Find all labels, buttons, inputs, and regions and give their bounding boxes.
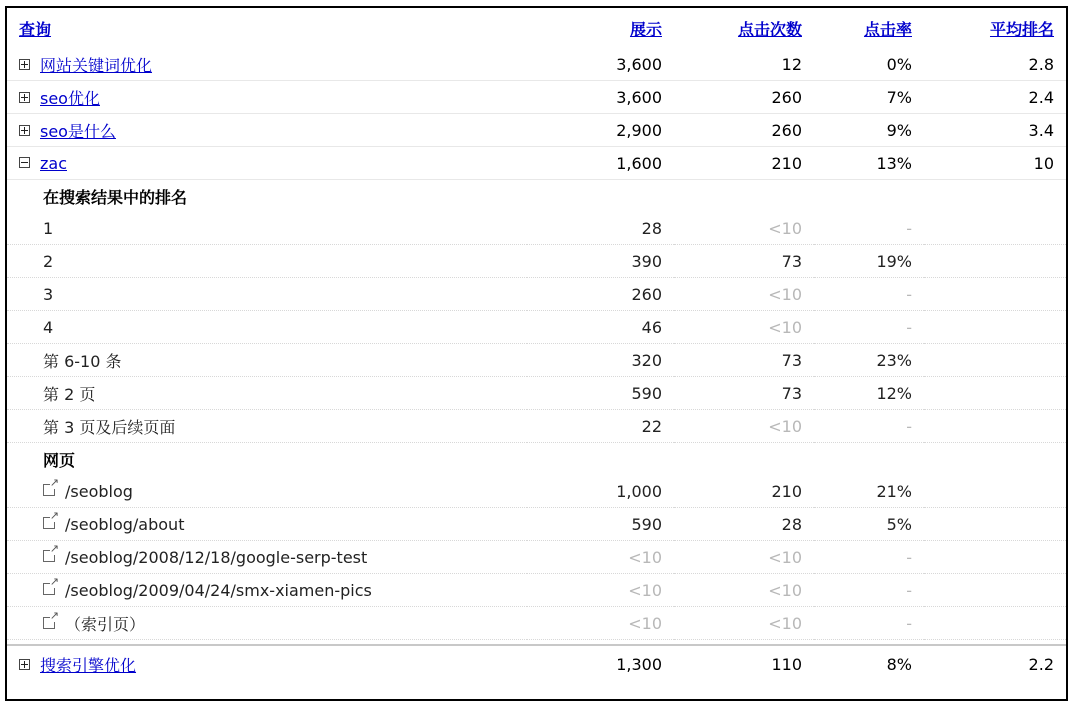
rank-label: 第 6-10 条 <box>7 344 527 377</box>
header-avg-pos <box>924 8 1066 48</box>
table-row <box>7 645 1066 682</box>
table-header <box>7 8 1066 48</box>
impressions-cell: 590 <box>527 508 674 541</box>
page-path: /seoblog/2008/12/18/google-serp-test <box>65 547 368 567</box>
expand-plus-icon[interactable] <box>19 125 30 136</box>
table-row <box>7 81 1066 114</box>
external-link-icon[interactable] <box>43 550 55 562</box>
rank-label: 3 <box>7 278 527 311</box>
ctr-cell: - <box>814 212 924 245</box>
rank-row <box>7 278 1066 311</box>
ctr-cell: - <box>814 311 924 344</box>
table-row <box>7 114 1066 147</box>
external-link-icon[interactable] <box>43 484 55 496</box>
external-link-icon[interactable] <box>43 517 55 529</box>
ctr-cell: 21% <box>814 475 924 508</box>
page-cell <box>7 574 527 607</box>
impressions-cell: 28 <box>527 212 674 245</box>
query-link[interactable]: zac <box>40 153 67 173</box>
ctr-cell: - <box>814 541 924 574</box>
clicks-cell: 260 <box>674 114 814 147</box>
rank-label: 1 <box>7 212 527 245</box>
ctr-cell: 0% <box>814 48 924 81</box>
query-cell <box>7 48 527 81</box>
avg-pos-cell: 3.4 <box>924 114 1066 147</box>
clicks-cell: <10 <box>674 311 814 344</box>
clicks-cell: 73 <box>674 245 814 278</box>
query-link[interactable]: 网站关键词优化 <box>40 55 153 75</box>
query-cell <box>7 114 527 147</box>
query-report-panel <box>5 6 1068 701</box>
impressions-cell: 1,300 <box>616 654 662 674</box>
clicks-cell: 73 <box>674 344 814 377</box>
rank-row <box>7 311 1066 344</box>
page-cell <box>7 607 527 640</box>
empty-cell <box>924 377 1066 410</box>
empty-cell <box>924 245 1066 278</box>
impressions-cell: 2,900 <box>527 114 674 147</box>
page-path: /seoblog <box>65 481 133 501</box>
impressions-cell: 3,600 <box>527 48 674 81</box>
query-link[interactable]: 搜索引擎优化 <box>40 655 137 675</box>
rank-label: 2 <box>7 245 527 278</box>
collapse-minus-icon[interactable] <box>19 157 30 168</box>
page-cell <box>7 475 527 508</box>
ctr-cell: 5% <box>814 508 924 541</box>
page-row <box>7 508 1066 541</box>
empty-cell <box>924 278 1066 311</box>
clicks-cell: 260 <box>674 81 814 114</box>
avg-pos-cell: 2.8 <box>924 48 1066 81</box>
impressions-cell: 590 <box>527 377 674 410</box>
impressions-cell: <10 <box>527 607 674 640</box>
impressions-cell: 260 <box>527 278 674 311</box>
ctr-cell: 9% <box>814 114 924 147</box>
empty-cell <box>924 311 1066 344</box>
header-ctr <box>814 8 924 48</box>
rank-row <box>7 212 1066 245</box>
impressions-cell: 320 <box>527 344 674 377</box>
header-impressions <box>527 8 674 48</box>
rank-row <box>7 245 1066 278</box>
rank-label: 4 <box>7 311 527 344</box>
page-path: /seoblog/about <box>65 514 185 534</box>
empty-cell <box>924 344 1066 377</box>
ctr-cell: 7% <box>814 81 924 114</box>
query-link[interactable]: seo是什么 <box>40 121 116 141</box>
clicks-cell: <10 <box>674 212 814 245</box>
query-cell <box>7 81 527 114</box>
impressions-cell: <10 <box>527 541 674 574</box>
empty-cell <box>924 574 1066 607</box>
query-cell <box>7 147 527 180</box>
impressions-cell: 390 <box>527 245 674 278</box>
sort-query-link[interactable]: 查询 <box>19 19 52 39</box>
empty-cell <box>924 212 1066 245</box>
page-section-title: 网页 <box>43 450 76 470</box>
ctr-cell: 12% <box>814 377 924 410</box>
query-cell <box>7 645 527 682</box>
external-link-icon[interactable] <box>43 583 55 595</box>
clicks-cell: 28 <box>674 508 814 541</box>
ctr-cell: - <box>814 410 924 443</box>
page-row <box>7 541 1066 574</box>
empty-cell <box>924 410 1066 443</box>
impressions-cell: 1,600 <box>527 147 674 180</box>
ctr-cell: 13% <box>814 147 924 180</box>
page-cell <box>7 541 527 574</box>
ctr-cell: 8% <box>886 654 912 674</box>
avg-pos-cell: 10 <box>924 147 1066 180</box>
clicks-cell: <10 <box>674 278 814 311</box>
clicks-cell: 110 <box>771 654 802 674</box>
page-row <box>7 574 1066 607</box>
avg-pos-cell: 2.4 <box>924 81 1066 114</box>
impressions-cell: 22 <box>527 410 674 443</box>
page-row <box>7 475 1066 508</box>
impressions-cell: <10 <box>527 574 674 607</box>
clicks-cell: <10 <box>674 541 814 574</box>
page-path: /seoblog/2009/04/24/smx-xiamen-pics <box>65 580 372 600</box>
page-row <box>7 607 1066 640</box>
external-link-icon[interactable] <box>43 617 55 629</box>
sort-impressions-link[interactable]: 展示 <box>629 19 662 39</box>
page-section-header <box>7 443 1066 476</box>
impressions-cell: 3,600 <box>527 81 674 114</box>
clicks-cell: <10 <box>674 410 814 443</box>
sort-avg-pos-link[interactable]: 平均排名 <box>989 19 1054 39</box>
sort-clicks-link[interactable]: 点击次数 <box>737 19 802 39</box>
clicks-cell: <10 <box>674 574 814 607</box>
ctr-cell: 23% <box>814 344 924 377</box>
rank-label: 第 2 页 <box>7 377 527 410</box>
page-path: （索引页） <box>65 614 146 634</box>
clicks-cell: <10 <box>674 607 814 640</box>
table-row <box>7 48 1066 81</box>
clicks-cell: 73 <box>674 377 814 410</box>
expand-plus-icon[interactable] <box>19 59 30 70</box>
rank-section-header <box>7 180 1066 213</box>
ctr-cell: 19% <box>814 245 924 278</box>
query-link[interactable]: seo优化 <box>40 88 100 108</box>
header-clicks <box>674 8 814 48</box>
rank-row <box>7 377 1066 410</box>
impressions-cell: 46 <box>527 311 674 344</box>
expand-plus-icon[interactable] <box>19 92 30 103</box>
rank-section-title: 在搜索结果中的排名 <box>43 187 188 207</box>
table-row-expanded <box>7 147 1066 180</box>
empty-cell <box>924 541 1066 574</box>
page-cell <box>7 508 527 541</box>
clicks-cell: 210 <box>674 475 814 508</box>
header-query <box>7 8 527 48</box>
ctr-cell: - <box>814 607 924 640</box>
clicks-cell: 12 <box>674 48 814 81</box>
empty-cell <box>924 607 1066 640</box>
sort-ctr-link[interactable]: 点击率 <box>863 19 912 39</box>
empty-cell <box>924 508 1066 541</box>
rank-row <box>7 410 1066 443</box>
empty-cell <box>924 475 1066 508</box>
rank-label: 第 3 页及后续页面 <box>7 410 527 443</box>
impressions-cell: 1,000 <box>527 475 674 508</box>
avg-pos-cell: 2.2 <box>1028 654 1054 674</box>
rank-row <box>7 344 1066 377</box>
clicks-cell: 210 <box>674 147 814 180</box>
query-table <box>7 8 1066 682</box>
expand-plus-icon[interactable] <box>19 659 30 670</box>
ctr-cell: - <box>814 574 924 607</box>
ctr-cell: - <box>814 278 924 311</box>
